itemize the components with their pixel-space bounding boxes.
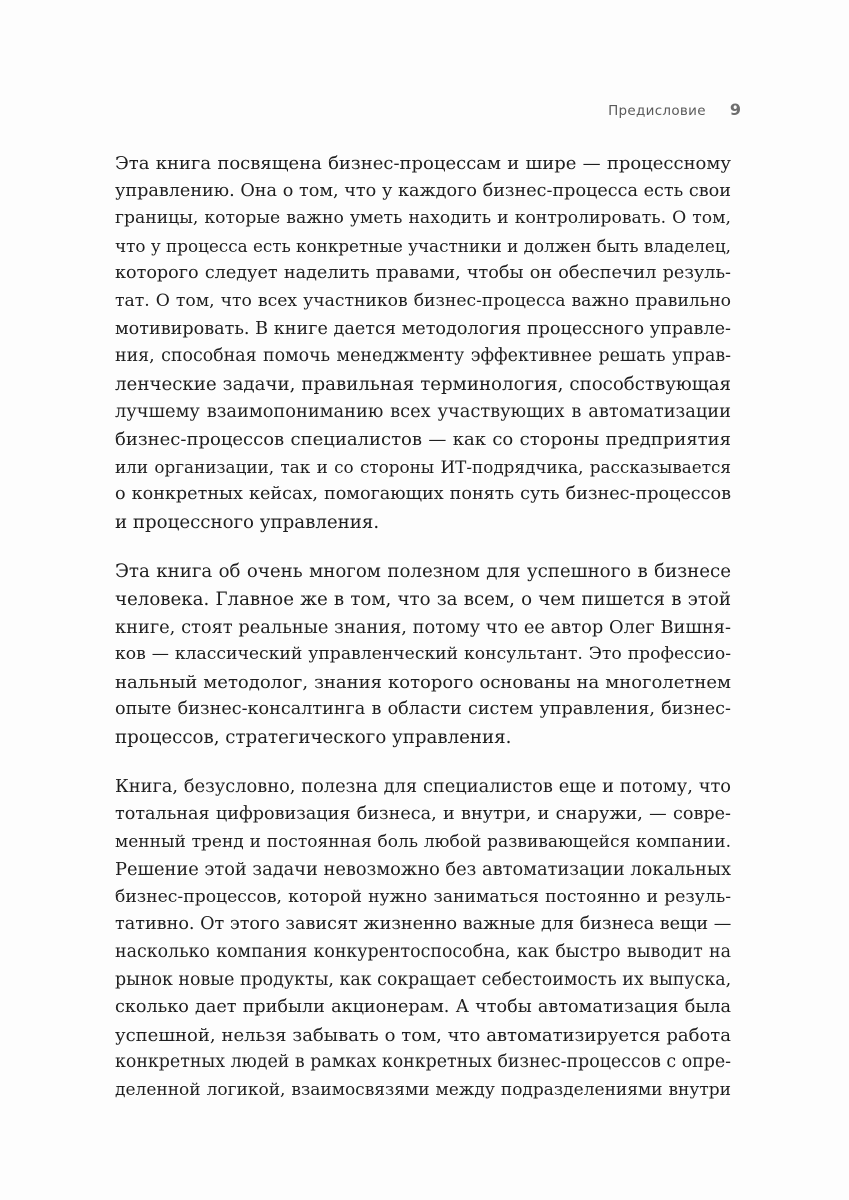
- text-line: границы, которые важно уметь находить и контролировать. О том,: [115, 208, 731, 229]
- text-line: или организации, так и со стороны ИТ-подрядчика, рассказывается: [115, 456, 731, 477]
- text-line: тотальная цифровизация бизнеса, и внутри, и снаружи, — совре-: [115, 804, 731, 825]
- text-line: и процессного управления.: [115, 511, 380, 533]
- paragraph-gap: [115, 536, 731, 558]
- text-line: нальный методолог, знания которого основаны на многолетнем: [115, 671, 731, 693]
- text-line: деленной логикой, взаимосвязями между подразделениями внутри: [115, 1080, 731, 1100]
- text-line: книге, стоят реальные знания, потому что ее автор Олег Вишня-: [115, 616, 731, 638]
- text-line: человека. Главное же в том, что за всем, о чем пишется в этой: [115, 588, 731, 610]
- paragraph-1: [115, 150, 731, 536]
- text-line: лучшему взаимопониманию всех участвующих в автоматизации: [115, 401, 731, 423]
- text-line: которого следует наделить правами, чтобы он обеспечил резуль-: [115, 263, 731, 284]
- text-line: Эта книга об очень многом полезном для успешного в бизнесе: [115, 561, 731, 583]
- body-text: [115, 150, 731, 1105]
- text-line: опыте бизнес-консалтинга в области систем управления, бизнес-: [115, 699, 731, 720]
- text-line: менный тренд и постоянная боль любой развивающейся компании.: [115, 831, 731, 852]
- text-line: что у процесса есть конкретные участники и должен быть владелец,: [115, 235, 731, 256]
- text-line: мотивировать. В книге дается методология процессного управле-: [115, 318, 731, 339]
- running-header: [608, 100, 741, 119]
- text-line: процессов, стратегического управления.: [115, 726, 512, 748]
- text-line: ленческие задачи, правильная терминология, способствующая: [115, 373, 731, 395]
- text-line: бизнес-процессов, которой нужно заниматься постоянно и резуль-: [115, 886, 731, 907]
- text-line: тат. О том, что всех участников бизнес-процесса важно правильно: [115, 290, 731, 311]
- text-line: Книга, безусловно, полезна для специалистов еще и потому, что: [115, 776, 731, 798]
- text-line: о конкретных кейсах, помогающих понять суть бизнес-процессов: [115, 484, 731, 505]
- text-line: Эта книга посвящена бизнес-процессам и шире — процессному: [115, 153, 731, 174]
- text-line: насколько компания конкурентоспособна, как быстро выводит на: [115, 942, 731, 963]
- paragraph-gap: [115, 751, 731, 773]
- text-line: сколько дает прибыли акционерам. А чтобы автоматизация была: [115, 997, 731, 1018]
- section-title: Предисловие: [608, 103, 706, 119]
- page-number: 9: [729, 100, 741, 119]
- text-line: конкретных людей в рамках конкретных бизнес-процессов с опре-: [115, 1052, 732, 1073]
- text-line: тативно. От этого зависят жизненно важные для бизнеса вещи —: [115, 914, 732, 935]
- text-line: Решение этой задачи невозможно без автоматизации локальных: [115, 859, 732, 881]
- text-line: рынок новые продукты, как сокращает себестоимость их выпуска,: [115, 969, 732, 990]
- text-line: успешной, нельзя забывать о том, что автоматизируется работа: [115, 1024, 731, 1046]
- text-line: управлению. Она о том, что у каждого бизнес-процесса есть свои: [115, 180, 731, 201]
- text-line: ния, способная помочь менеджменту эффективнее решать управ-: [115, 346, 731, 367]
- paragraph-3: [115, 773, 731, 1104]
- text-line: ков — классический управленческий консультант. Это профессио-: [115, 644, 731, 665]
- paragraph-2: [115, 558, 731, 751]
- text-line: бизнес-процессов специалистов — как со стороны предприятия: [115, 428, 731, 450]
